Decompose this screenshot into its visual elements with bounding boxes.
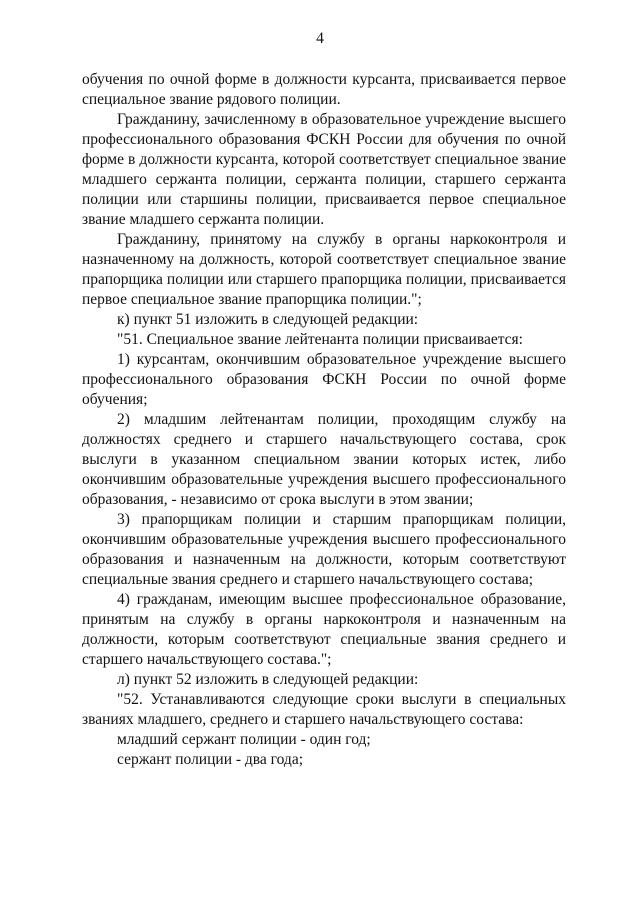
paragraph-clause-51-item-1: 1) курсантам, окончившим образовательное учреждение высшего профессионального образования ФСКН России по очной форме обучения; [82, 351, 566, 408]
page-number: 4 [316, 30, 324, 47]
paragraph-term-junior-sergeant: младший сержант полиции - один год; [117, 731, 371, 748]
paragraph-term-sergeant: сержант полиции - два года; [117, 751, 303, 768]
paragraph-item-l: л) пункт 52 изложить в следующей редакции: [117, 671, 419, 688]
paragraph-clause-51-item-3: 3) прапорщикам полиции и старшим прапорщикам полиции, окончившим образовательные учреждения высшего профессионального образования и назначенным на должности, которым соответствуют специальные звания среднего и старшего начальствующего состава; [82, 511, 566, 588]
paragraph-item-k: к) пункт 51 изложить в следующей редакции: [117, 311, 419, 328]
document-body [82, 70, 566, 770]
paragraph-cadet-junior-sergeant: Гражданину, зачисленному в образовательное учреждение высшего профессионального образования ФСКН России для обучения по очной форме в должности курсанта, которой соответствует специальное звание младшего сержанта полиции, сержанта полиции, старшего сержанта полиции или старшины полиции, присваивается первое специальное звание младшего сержанта полиции. [82, 111, 566, 228]
paragraph-continuation: обучения по очной форме в должности курсанта, присваивается первое специальное звание рядового полиции. [82, 71, 566, 108]
paragraph-clause-51-item-4: 4) гражданам, имеющим высшее профессиональное образование, принятым на службу в органы наркоконтроля и назначенным на должности, которым соответствуют специальные звания среднего и старшего начальствующего состава."; [82, 591, 566, 668]
paragraph-clause-51-item-2: 2) младшим лейтенантам полиции, проходящим службу на должностях среднего и старшего начальствующего состава, срок выслуги в указанном специальном звании которых истек, либо окончившим образовательные учреждения высшего профессионального образования, - независимо от срока выслуги в этом звании; [82, 411, 566, 508]
paragraph-clause-51: "51. Специальное звание лейтенанта полиции присваивается: [117, 331, 523, 348]
paragraph-warrant-officer: Гражданину, принятому на службу в органы наркоконтроля и назначенному на должность, которой соответствует специальное звание прапорщика полиции или старшего прапорщика полиции, присваивается первое специальное звание прапорщика полиции."; [82, 231, 566, 308]
paragraph-clause-52: "52. Устанавливаются следующие сроки выслуги в специальных званиях младшего, среднего и старшего начальствующего состава: [82, 691, 566, 728]
